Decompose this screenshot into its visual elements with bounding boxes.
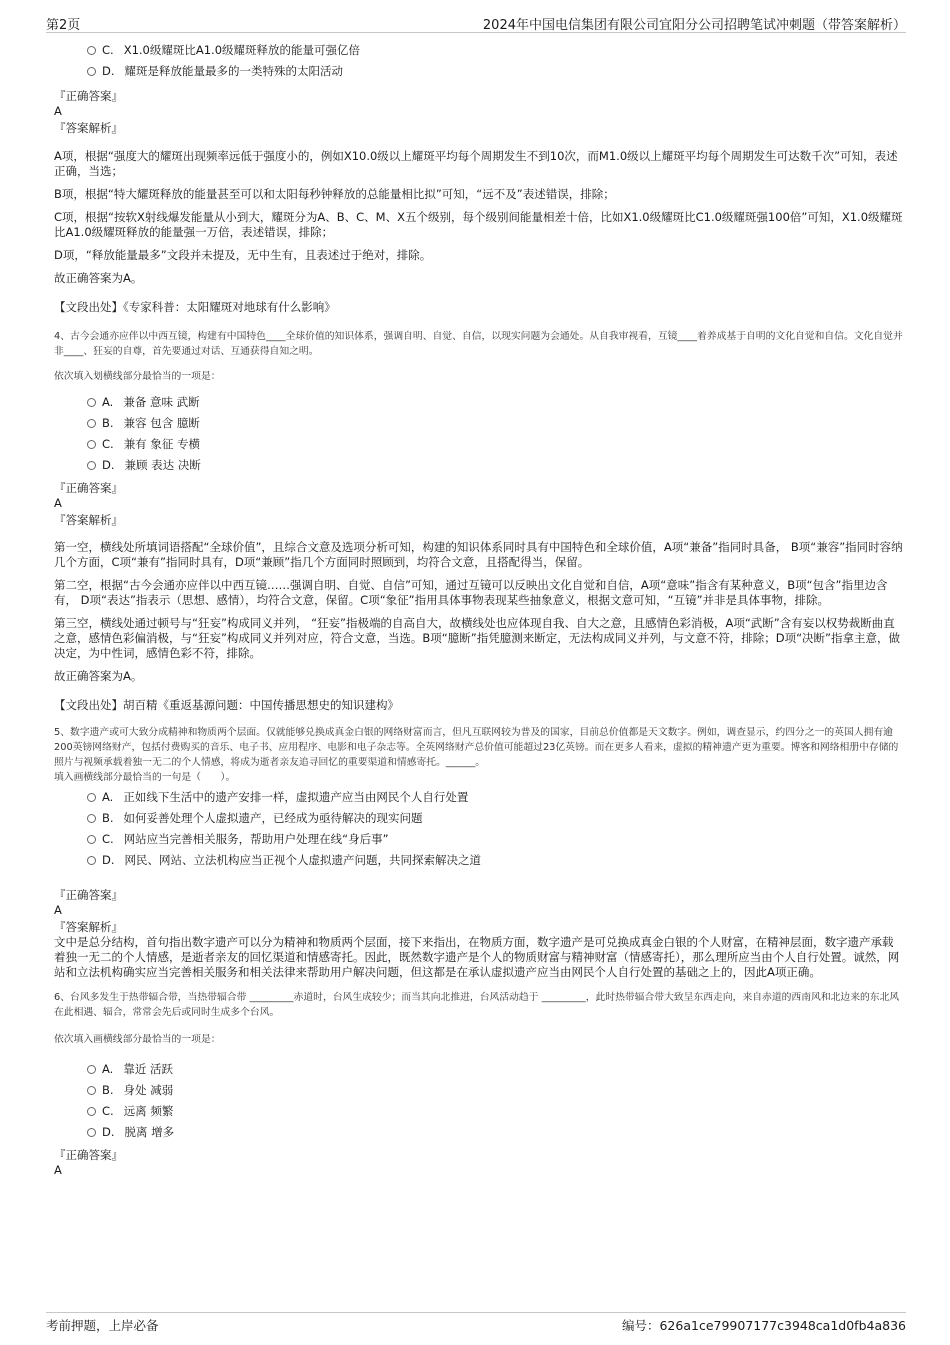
option-d[interactable]: D. 脱离 增多	[54, 1122, 904, 1143]
analysis-paragraph: B项，根据“特大耀斑释放的能量甚至可以和太阳每秒钟释放的总能量相比拟”可知，“远不及”表述错误，排除；	[54, 187, 615, 201]
option-a[interactable]: A. 兼备 意味 武断	[54, 392, 904, 413]
option-c[interactable]: C. 远离 频繁	[54, 1101, 904, 1122]
radio-icon[interactable]	[87, 1128, 96, 1137]
option-a[interactable]: A. 靠近 活跃	[54, 1059, 904, 1080]
radio-icon[interactable]	[87, 793, 96, 802]
radio-icon[interactable]	[87, 67, 96, 76]
question-3	[54, 40, 904, 315]
question-stem: 6、台风多发生于热带辐合带，当热带辐合带 _________赤道时，台风生成较少；而当其向北推进，台风活动趋于 _________，此时热带辐合带大致呈东西走向，来自赤道的西南风和北边来的东北风在此相遇、辐合，常常会先后或同时生成多个台风。	[54, 992, 900, 1018]
answer-label: 『正确答案』	[54, 888, 123, 902]
document-body	[54, 40, 904, 1177]
option-d[interactable]: D. 网民、网站、立法机构应当正视个人虚拟遗产问题，共同探索解决之道	[54, 850, 904, 871]
answer-value: A	[54, 496, 62, 510]
option-d[interactable]: D. 兼顾 表达 决断	[54, 455, 904, 476]
radio-icon[interactable]	[87, 398, 96, 407]
question-stem: 5、数字遗产或可大致分成精神和物质两个层面。仅就能够兑换成真金白银的网络财富而言，但凡互联网较为普及的国家，目前总价值都是天文数字。例如，调查显示，约四分之一的英国人拥有逾200英镑网络财产，包括付费购买的音乐、电子书、应用程序、电影和电子杂志等。全英网络财产总价值可能超过23亿英镑。而在更多人看来，虚拟的精神遗产更为重要。博客和网络相册中存储的照片与视频承载着独一无二的个人情感，将成为逝者亲友追寻回忆的重要渠道和情感寄托。______。	[54, 727, 899, 768]
radio-icon[interactable]	[87, 419, 96, 428]
analysis-paragraph: 第一空，横线处所填词语搭配“全球价值”，且综合文意及选项分析可知，构建的知识体系同时具有中国特色和全球价值，A项“兼备”指同时具备， B项“兼容”指同时容纳几个方面，C项“兼有”指同时具有，D项“兼顾”指几个方面同时照顾到，均符合文意，且搭配得当，保留。	[54, 540, 903, 569]
radio-icon[interactable]	[87, 1086, 96, 1095]
page-number: 第2页	[46, 18, 81, 33]
analysis-label: 『答案解析』	[54, 513, 123, 527]
analysis-paragraph: 第二空，根据“古今会通亦应伴以中西互镜……强调自明、自觉、自信”可知，通过互镜可以反映出文化自觉和自信，A项“意味”指含有某种意义，B项“包含”指里边含有， D项“表达”指表示（思想、感情），均符合文意，保留。C项“象征”指用具体事物表现某些抽象意义，根据文意可知，“互镜”并非是具体事物，排除。	[54, 578, 888, 607]
question-6	[54, 990, 904, 1177]
code-value: 626a1ce79907177c3948ca1d0fb4a836	[659, 1318, 906, 1333]
analysis-paragraph: A项，根据“强度大的耀斑出现频率远低于强度小的，例如X10.0级以上耀斑平均每个周期发生不到10次，而M1.0级以上耀斑平均每个周期发生可达数千次”可知，表述正确，当选；	[54, 149, 898, 178]
option-b[interactable]: B. 身处 减弱	[54, 1080, 904, 1101]
answer-label: 『正确答案』	[54, 481, 123, 495]
text-source: 【文段出处】胡百精《重返基源问题：中国传播思想史的知识建构》	[54, 698, 399, 712]
option-a[interactable]: A. 正如线下生活中的遗产安排一样，虚拟遗产应当由网民个人自行处置	[54, 787, 904, 808]
radio-icon[interactable]	[87, 1065, 96, 1074]
option-d[interactable]: D. 耀斑是释放能量最多的一类特殊的太阳活动	[54, 61, 904, 82]
option-c[interactable]: C. X1.0级耀斑比A1.0级耀斑释放的能量可强亿倍	[54, 40, 904, 61]
question-prompt: 填入画横线部分最恰当的一句是（ ）。	[54, 772, 236, 783]
question-stem: 4、古今会通亦应伴以中西互镜，构建有中国特色____全球价值的知识体系，强调自明、自觉、自信，以现实问题为会通处。从自我审视看，互镜____着养成基于自明的文化自觉和自信。文化自觉并非____、狂妄的自尊，首先要通过对话、互通获得自知之明。	[54, 331, 903, 357]
analysis-paragraph: 文中是总分结构，首句指出数字遗产可以分为精神和物质两个层面，接下来指出，在物质方面，数字遗产是可兑换成真金白银的个人财富，在精神层面，数字遗产承载着独一无二的个人情感，是逝者亲友的回忆渠道和情感寄托。因此，既然数字遗产是个人的物质财富与精神财富（情感寄托），那么理所应当由个人自行处置。诚然，网站和立法机构确实应当完善相关服务和相关法律来帮助用户解决问题，但这都是在承认虚拟遗产应当由网民个人自行处置的基础之上的，因此A项正确。	[54, 935, 900, 979]
radio-icon[interactable]	[87, 46, 96, 55]
analysis-paragraph: 故正确答案为A。	[54, 271, 143, 285]
radio-icon[interactable]	[87, 814, 96, 823]
page-header	[46, 10, 906, 33]
code-label: 编号：	[621, 1318, 660, 1333]
radio-icon[interactable]	[87, 835, 96, 844]
document-title: 2024年中国电信集团有限公司宜阳分公司招聘笔试冲刺题（带答案解析）	[482, 18, 906, 33]
answer-value: A	[54, 104, 62, 118]
analysis-label: 『答案解析』	[54, 920, 123, 934]
page-footer	[46, 1312, 906, 1337]
radio-icon[interactable]	[87, 856, 96, 865]
answer-label: 『正确答案』	[54, 89, 123, 103]
document-code	[622, 1316, 906, 1334]
radio-icon[interactable]	[87, 461, 96, 470]
answer-value: A	[54, 1163, 62, 1177]
question-4	[54, 329, 904, 713]
option-b[interactable]: B. 兼容 包含 臆断	[54, 413, 904, 434]
question-prompt: 依次填入划横线部分最恰当的一项是：	[54, 371, 221, 382]
question-5	[54, 725, 904, 980]
analysis-paragraph: 第三空，横线处通过顿号与“狂妄”构成同义并列， “狂妄”指极端的自高自大，故横线处也应体现自我、自大之意，且感情色彩消极，A项“武断”含有妄以权势裁断曲直之意，感情色彩偏消极，与“狂妄”构成同义并列对应，符合文意，当选。B项“臆断”指凭臆测来断定，无法构成同义并列，与文意不符，排除；D项“决断”指拿主意，做决定，为中性词，感情色彩不符，排除。	[54, 616, 900, 660]
footer-slogan: 考前押题，上岸必备	[46, 1318, 159, 1333]
analysis-label: 『答案解析』	[54, 121, 123, 135]
analysis-paragraph: C项，根据“按软X射线爆发能量从小到大，耀斑分为A、B、C、M、X五个级别，每个级别间能量相差十倍，比如X1.0级耀斑比C1.0级耀斑强100倍”可知，X1.0级耀斑比A1.0级耀斑释放的能量强一万倍，表述错误，排除；	[54, 210, 903, 239]
option-c[interactable]: C. 网站应当完善相关服务，帮助用户处理在线“身后事”	[54, 829, 904, 850]
text-source: 【文段出处】《专家科普：太阳耀斑对地球有什么影响》	[54, 300, 336, 314]
answer-value: A	[54, 903, 62, 917]
answer-label: 『正确答案』	[54, 1148, 123, 1162]
analysis-paragraph: 故正确答案为A。	[54, 669, 143, 683]
option-c[interactable]: C. 兼有 象征 专横	[54, 434, 904, 455]
radio-icon[interactable]	[87, 440, 96, 449]
option-b[interactable]: B. 如何妥善处理个人虚拟遗产，已经成为亟待解决的现实问题	[54, 808, 904, 829]
analysis-paragraph: D项，“释放能量最多”文段并未提及，无中生有，且表述过于绝对，排除。	[54, 248, 432, 262]
question-prompt: 依次填入画横线部分最恰当的一项是：	[54, 1034, 221, 1045]
radio-icon[interactable]	[87, 1107, 96, 1116]
